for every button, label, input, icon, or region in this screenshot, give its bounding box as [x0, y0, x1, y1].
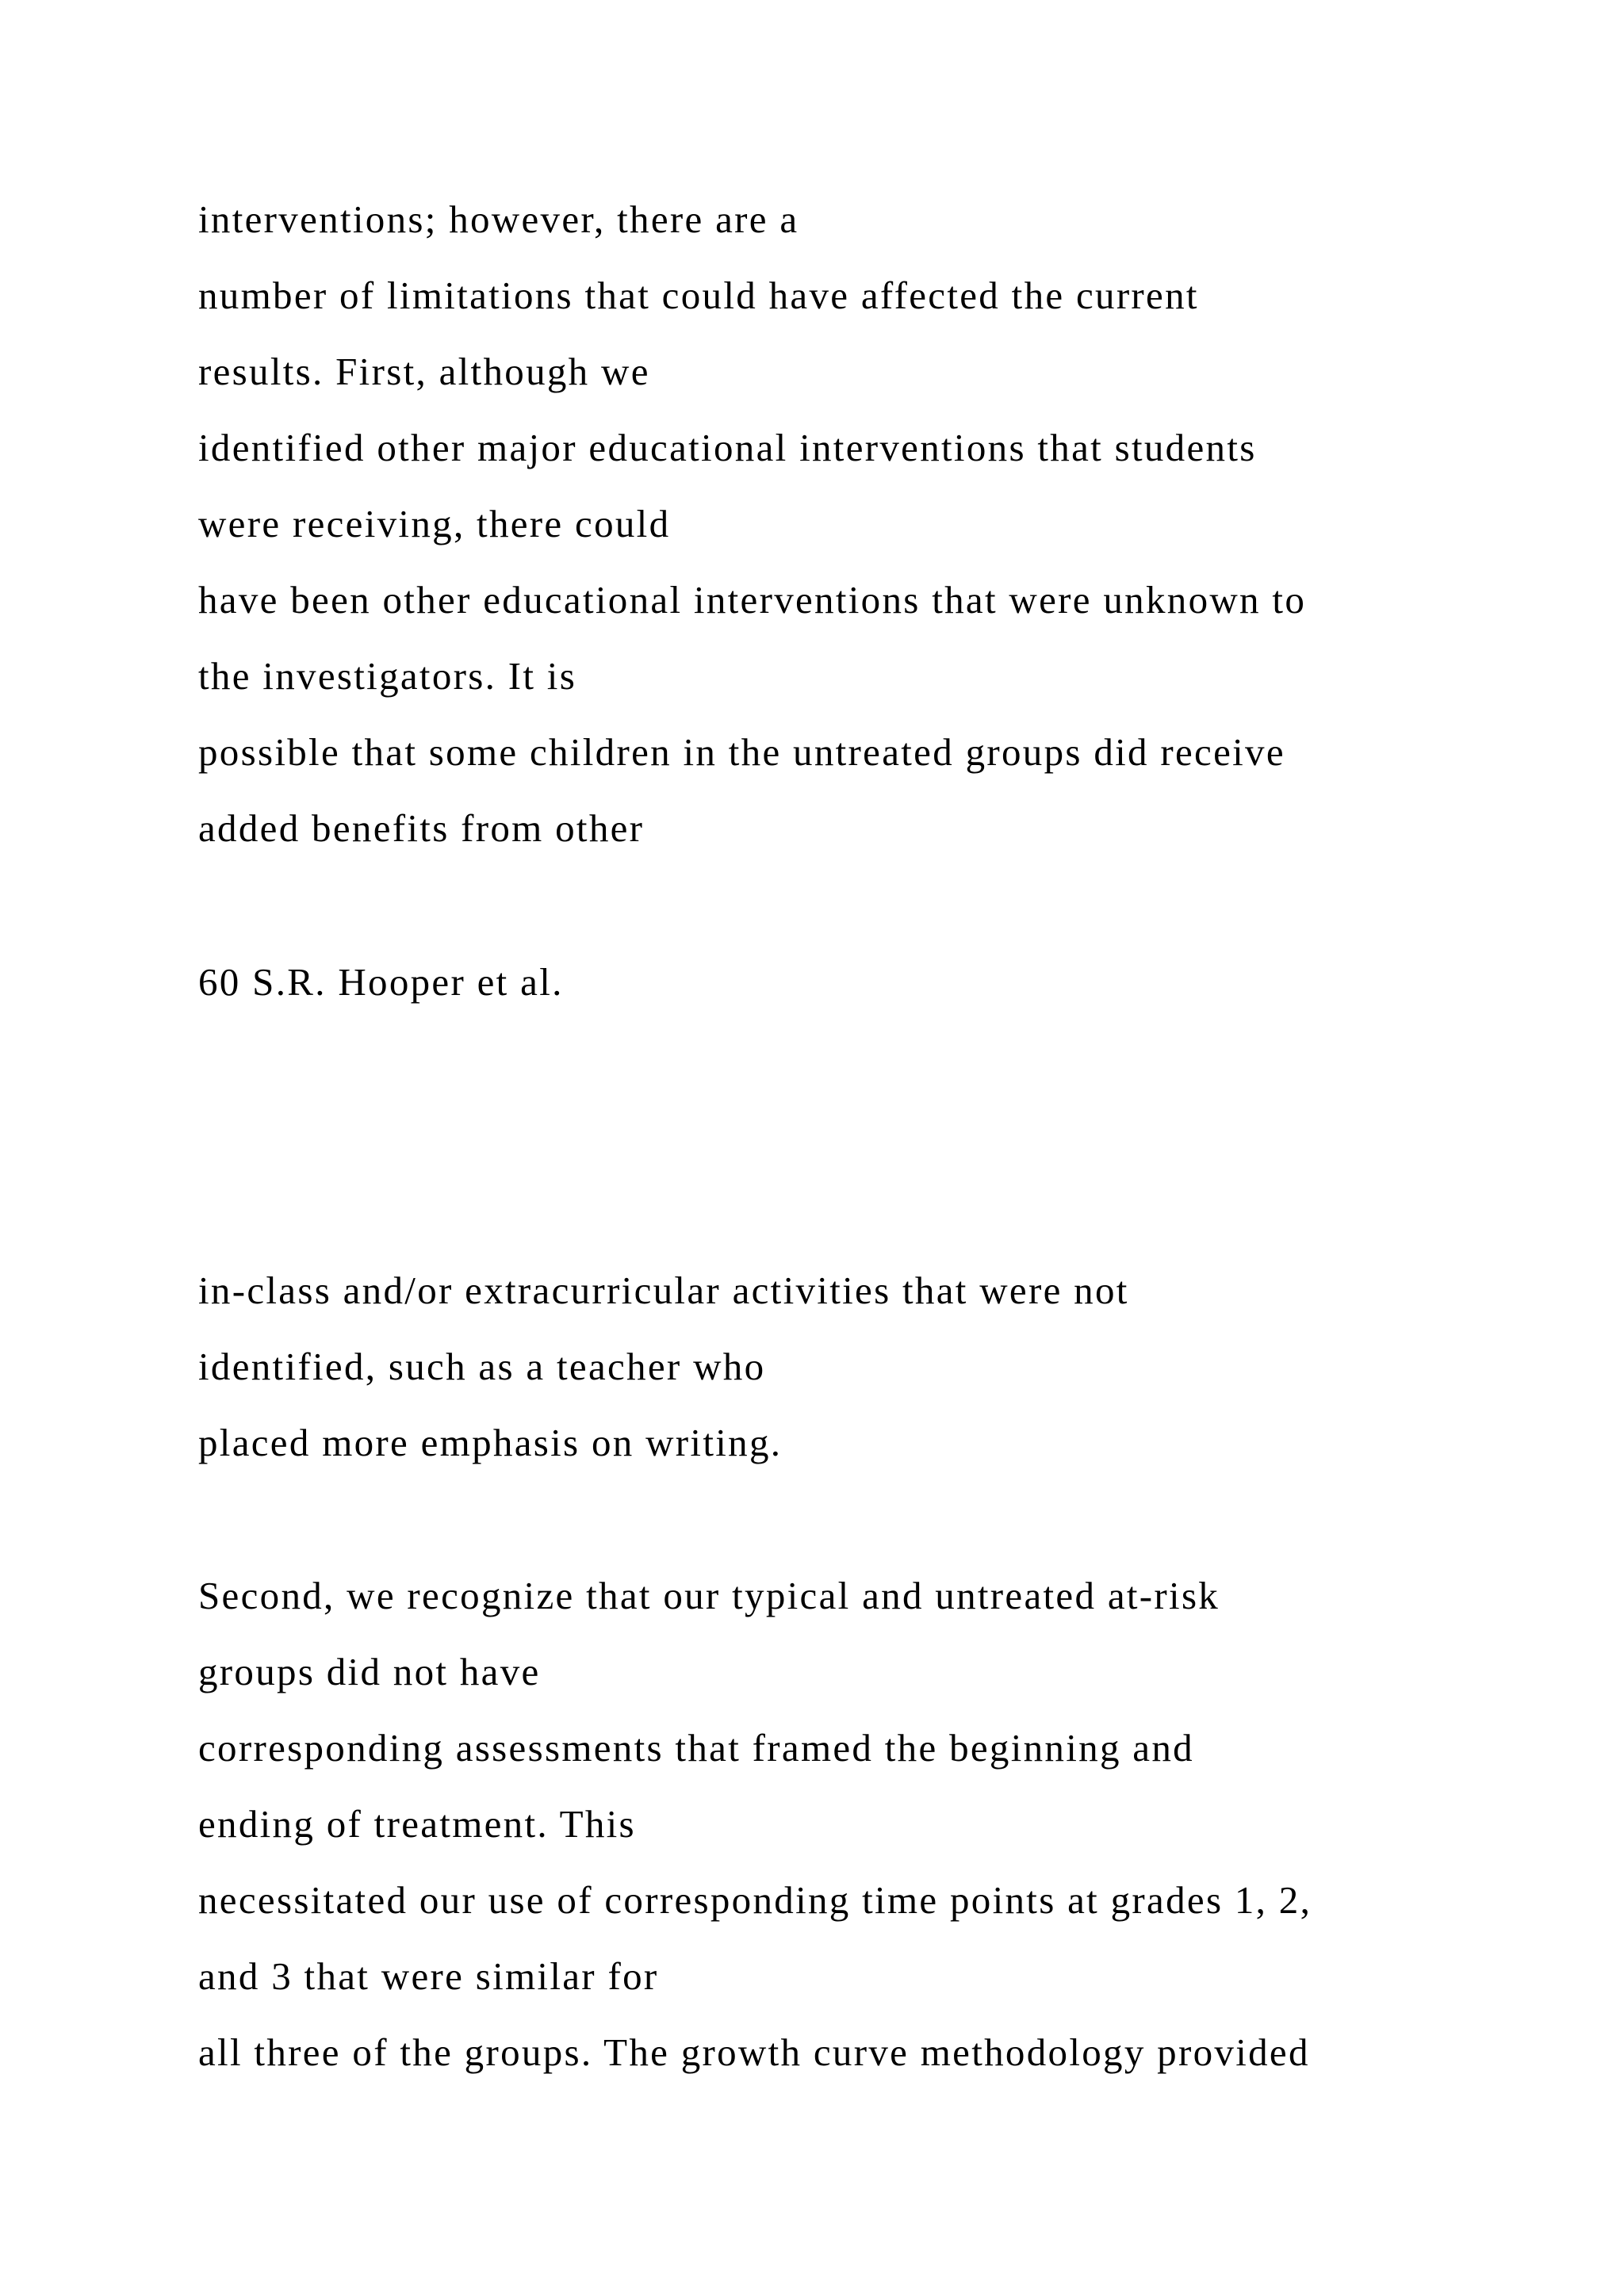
text-line: possible that some children in the untreated groups did receive — [198, 730, 1285, 774]
text-line: placed more emphasis on writing. — [198, 1421, 783, 1464]
text-line: ending of treatment. This — [198, 1802, 636, 1846]
text-line: in-class and/or extracurricular activities that were not — [198, 1269, 1129, 1312]
text-line: groups did not have — [198, 1650, 541, 1693]
text-line: results. First, although we — [198, 350, 650, 393]
text-line: corresponding assessments that framed the beginning and — [198, 1726, 1194, 1770]
text-line: interventions; however, there are a — [198, 197, 799, 241]
text-line: necessitated our use of corresponding time points at grades 1, 2, — [198, 1878, 1312, 1922]
page-footer: 60 S.R. Hooper et al. — [198, 960, 564, 1004]
text-line: Second, we recognize that our typical and untreated at-risk — [198, 1574, 1220, 1617]
text-line: have been other educational interventions that were unknown to — [198, 578, 1307, 622]
text-line: identified, such as a teacher who — [198, 1345, 766, 1388]
text-line: and 3 that were similar for — [198, 1954, 659, 1998]
text-line: identified other major educational interventions that students — [198, 426, 1257, 469]
text-line: were receiving, there could — [198, 502, 671, 545]
text-line: added benefits from other — [198, 806, 645, 850]
text-line: number of limitations that could have affected the current — [198, 274, 1199, 317]
text-line: the investigators. It is — [198, 654, 577, 698]
text-line: all three of the groups. The growth curve methodology provided — [198, 2030, 1310, 2074]
